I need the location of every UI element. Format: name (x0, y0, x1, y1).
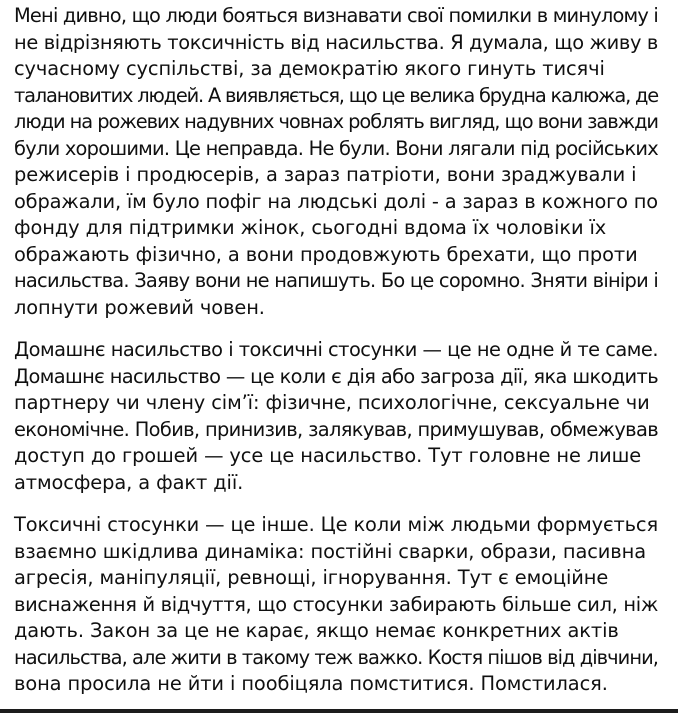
text-line: взаємно шкідлива динаміка: постійні сварки, образи, пасивна (14, 539, 646, 563)
text-line: фонду для підтримки жінок, сьогодні вдома їх чоловіки їх (14, 216, 607, 239)
bottom-divider (0, 709, 678, 713)
text-line: були хорошими. Це неправда. Не були. Вони лягали під російських (14, 136, 658, 160)
text-line: доступ до грошей — усе це насильство. Тут головне не лише (14, 444, 642, 467)
text-line: сучасному суспільстві, за демократію якого гинуть тисячі (14, 57, 605, 80)
text-line: ображають фізично, а вони продовжують брехати, що проти (14, 242, 638, 266)
text-line: режисерів і продюсерів, а зараз патріоти, вони зраджували і (14, 163, 637, 186)
text-line: вона просила не йти і пообіцяла помститися. Помстилася. (14, 672, 608, 695)
text-line: лопнути рожевий човен. (14, 295, 265, 319)
text-line: економічне. Побив, принизив, залякував, примушував, обмежував (14, 417, 658, 441)
text-line: атмосфера, а факт дії. (14, 470, 244, 494)
text-line: Мені дивно, що люди бояться визнавати свої помилки в минулому і (14, 4, 658, 27)
text-line: люди на рожевих надувних човнах роблять вигляд, що вони завжди (14, 110, 658, 133)
text-line: ображали, їм було пофіг на людські долі - а зараз в кожного по (14, 189, 658, 213)
text-line: талановитих людей. А виявляється, що це велика брудна калюжа, де (14, 83, 658, 107)
text-line: Домашнє насильство — це коли є дія або загроза дії, яка шкодить (14, 364, 658, 388)
text-line: Токсичні стосунки — це інше. Це коли між людьми формується (14, 513, 658, 536)
post-paragraph-2 (14, 337, 658, 496)
text-line: не відрізняють токсичність від насильства. Я думала, що живу в (14, 30, 658, 54)
post-paragraph-1 (14, 3, 658, 321)
text-line: насильства, але жити в такому теж важко. Костя пішов від дівчини, (14, 645, 658, 669)
text-line: партнеру чи члену сім’ї: фізичне, психологічне, сексуальне чи (14, 391, 650, 414)
text-line: Домашнє насильство і токсичні стосунки — це не одне й те саме. (14, 338, 658, 361)
text-line: дають. Закон за це не карає, якщо немає конкретних актів (14, 619, 619, 642)
text-line: насильства. Заяву вони не напишуть. Бо це соромно. Зняти вініри і (14, 269, 658, 292)
text-line: агресія, маніпуляції, ревнощі, ігнорування. Тут є емоційне (14, 566, 609, 589)
text-line: виснаження й відчуття, що стосунки забирають більше сил, ніж (14, 592, 658, 616)
post-paragraph-3 (14, 512, 658, 698)
